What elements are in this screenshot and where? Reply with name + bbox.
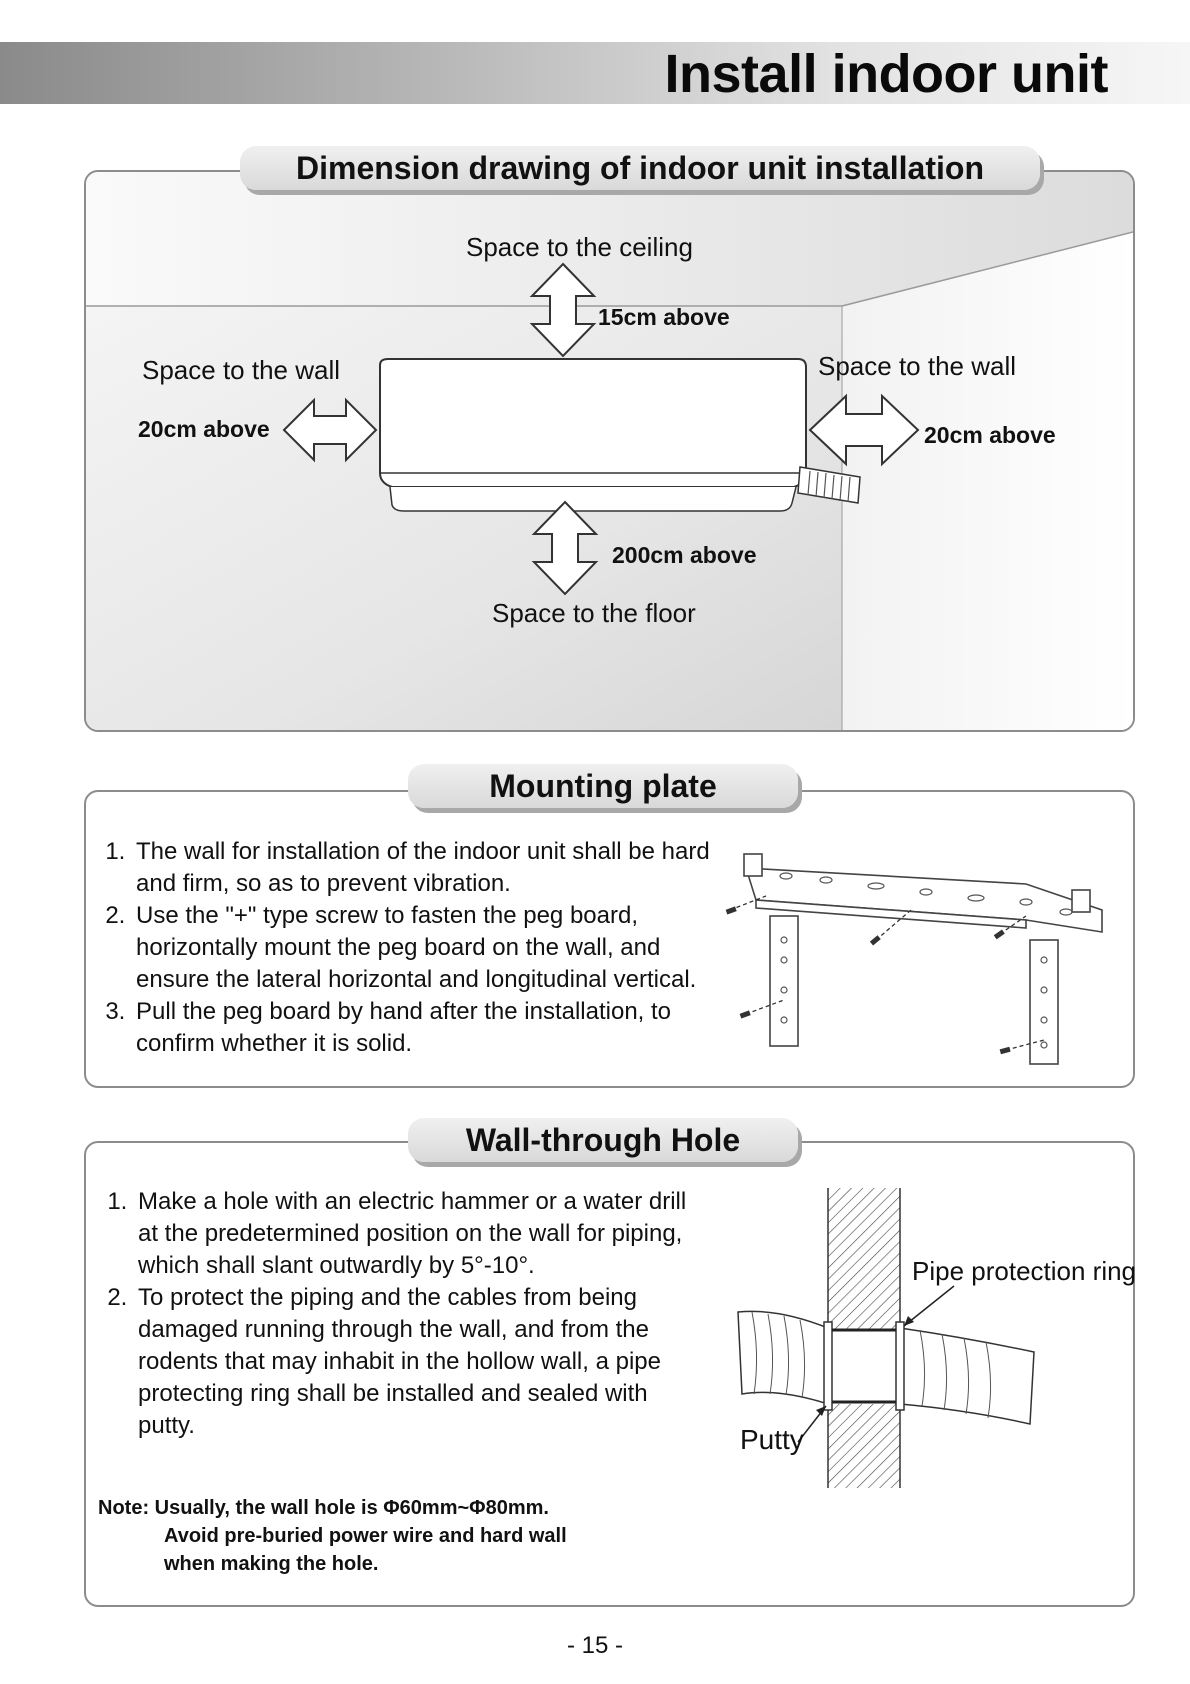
right-wall-arrow xyxy=(808,394,920,466)
section-heading-mounting: Mounting plate xyxy=(408,764,798,808)
hole-step-1: 1. Make a hole with an electric hammer or a water drill at the predetermined position on the wall for piping, which shall slant outwardly by 5°-10°. xyxy=(134,1186,692,1282)
note-prefix: Note: xyxy=(98,1497,150,1519)
note-line-3: when making the hole. xyxy=(164,1553,379,1575)
left-wall-arrow xyxy=(282,398,378,462)
pipe-ring-label: Pipe protection ring xyxy=(912,1256,1137,1286)
ceiling-arrow xyxy=(528,262,598,358)
left-wall-space-label: Space to the wall xyxy=(142,355,341,385)
section-heading-hole: Wall-through Hole xyxy=(408,1118,798,1162)
mounting-step-1: 1. The wall for installation of the indoor unit shall be hard and firm, so as to prevent vibration. xyxy=(132,836,740,900)
mounting-step-3: 3. Pull the peg board by hand after the installation, to confirm whether it is solid. xyxy=(132,996,740,1060)
page-title: Install indoor unit xyxy=(664,44,1108,104)
mounting-step-2: 2. Use the "+" type screw to fasten the peg board, horizontally mount the peg board on the wall, and ensure the lateral horizontal and longitudinal vertical. xyxy=(132,900,740,996)
mounting-plate-illustration xyxy=(726,850,1106,1070)
right-wall-space-label: Space to the wall xyxy=(818,351,1017,381)
left-wall-space-value: 20cm above xyxy=(138,416,270,442)
mounting-instructions xyxy=(100,836,740,1060)
hole-step-2: 2. To protect the piping and the cables from being damaged running through the wall, and from the rodents that may inhabit in the hollow wall, a pipe protecting ring shall be installed and sealed with putty. xyxy=(134,1282,692,1442)
putty-label: Putty xyxy=(740,1424,804,1455)
ceiling-space-label: Space to the ceiling xyxy=(466,232,693,262)
section-heading-dimension: Dimension drawing of indoor unit installation xyxy=(240,146,1040,190)
indoor-unit-drawing xyxy=(370,355,850,525)
floor-space-value: 200cm above xyxy=(612,542,757,568)
page-number: - 15 - xyxy=(566,1632,623,1659)
hole-note xyxy=(98,1494,698,1578)
floor-space-label: Space to the floor xyxy=(492,598,696,628)
floor-arrow xyxy=(530,500,600,596)
hole-instructions xyxy=(102,1186,692,1442)
note-line-2: Avoid pre-buried power wire and hard wall xyxy=(164,1525,567,1547)
note-line-1: Usually, the wall hole is Φ60mm~Φ80mm. xyxy=(154,1497,549,1519)
ceiling-space-value: 15cm above xyxy=(598,304,730,330)
right-wall-space-value: 20cm above xyxy=(924,422,1056,448)
